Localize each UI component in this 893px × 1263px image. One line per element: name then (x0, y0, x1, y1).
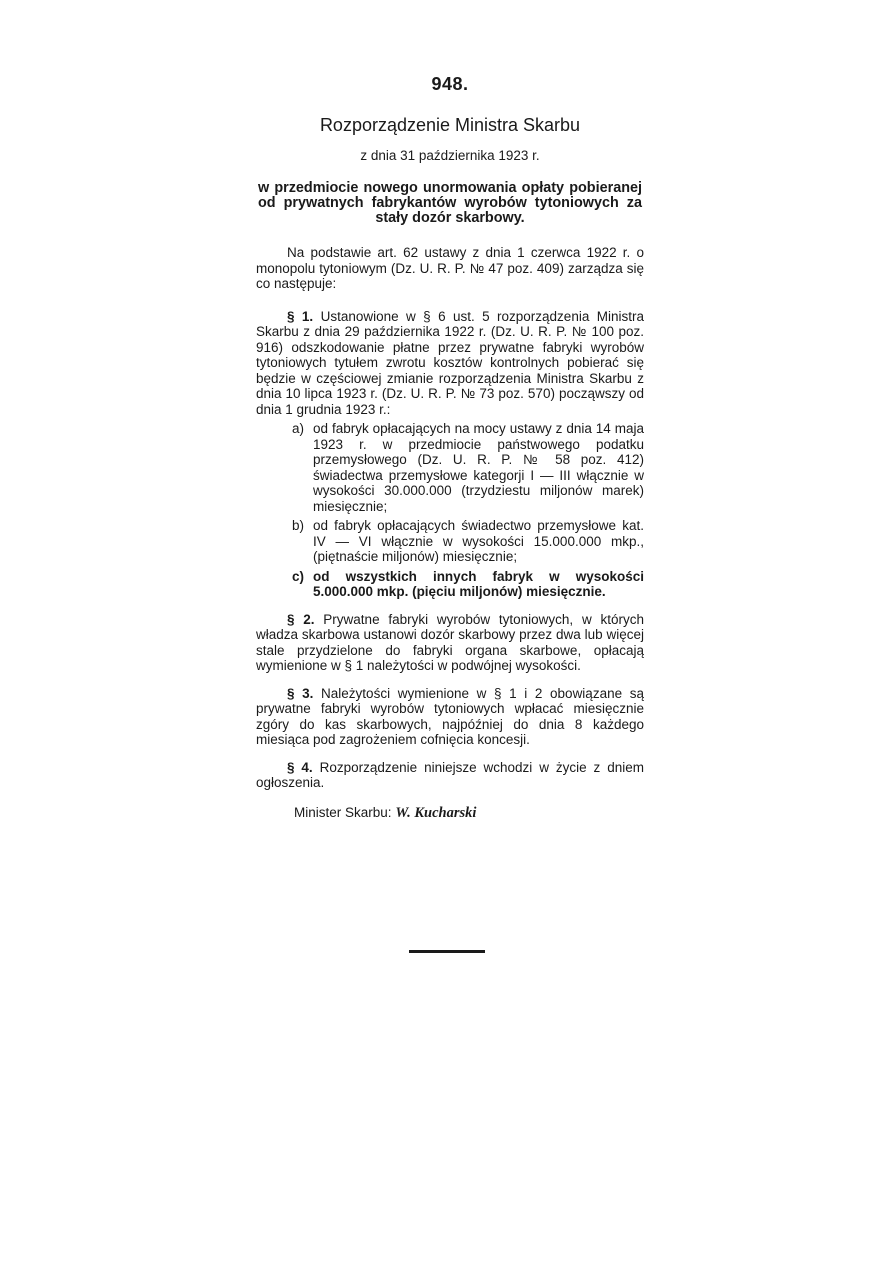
list-item-c-text: od wszystkich innych fabryk w wysokości 5.000.000 mkp. (pięciu miljonów) miesięcznie. (313, 568, 644, 599)
list-item-b-text: od fabryk opłacających świadectwo przemysłowe kat. IV — VI włącznie w wysokości 15.000.000 mkp., (piętnaście miljonów) miesięcznie; (313, 518, 644, 564)
section-2 (256, 612, 644, 674)
list-item-c (256, 569, 644, 600)
list-item-a (256, 421, 644, 514)
section-3-mark: § 3. (287, 685, 314, 701)
closing-rule (409, 950, 485, 953)
document-date: z dnia 31 października 1923 r. (360, 148, 540, 163)
section-2-mark: § 2. (287, 611, 315, 627)
list-item-a-marker: a) (292, 421, 305, 436)
section-1-mark: § 1. (287, 308, 314, 324)
document-title: Rozporządzenie Ministra Skarbu (319, 115, 581, 135)
list-item-a-text: od fabryk opłacających na mocy ustawy z dnia 14 maja 1923 r. w przedmiocie państwowego podatku przemysłowego (Dz. U. R. P. № 58 poz. 412) świadectwa przemysłowe kategorji I — III włącznie w wysokości 30.000.000 (trzydziestu miljonów marek) miesięcznie; (313, 421, 644, 514)
document-page (256, 60, 644, 822)
section-1-item-list (256, 421, 644, 600)
list-item-b-marker: b) (292, 518, 305, 533)
signature-name: W. Kucharski (395, 804, 477, 821)
page-number: 948. (431, 74, 469, 94)
list-item-c-marker: c) (292, 568, 305, 584)
document-subject: w przedmiocie nowego unormowania opłaty pobieranej od prywatnych fabrykantów wyrobów tytoniowych za stały dozór skarbowy. (258, 180, 642, 226)
section-3-text: Należytości wymienione w § 1 i 2 obowiązane są prywatne fabryki wyrobów tytoniowych wpłacać miesięcznie zgóry do kas skarbowych, najpóźniej do dnia 8 każdego miesiąca pod zagrożeniem cofnięcia koncesji. (256, 685, 644, 747)
signature-line (294, 805, 644, 822)
signature-label: Minister Skarbu: (294, 804, 392, 820)
section-2-text: Prywatne fabryki wyrobów tytoniowych, w których władza skarbowa ustanowi dozór skarbowy przez dwa lub więcej stale przydzielone do fabryki organa skarbowe, opłacają wymienione w § 1 należytości w podwójnej wysokości. (256, 611, 644, 673)
list-item-b (256, 518, 644, 565)
section-1 (256, 309, 644, 418)
section-4-mark: § 4. (287, 759, 313, 775)
section-1-text: Ustanowione w § 6 ust. 5 rozporządzenia Ministra Skarbu z dnia 29 października 1922 r. (Dz. U. R. P. № 100 poz. 916) odszkodowanie płatne przez prywatne fabryki wyrobów tytoniowych tytułem zwrotu kosztów kontrolnych pobierać się będzie w częściowej zmianie rozporządzenia Ministra Skarbu z dnia 10 lipca 1923 r. (Dz. U. R. P. № 73 poz. 570) począwszy od dnia 1 grudnia 1923 r.: (256, 308, 644, 417)
intro-paragraph: Na podstawie art. 62 ustawy z dnia 1 czerwca 1922 r. o monopolu tytoniowym (Dz. U. R. P. № 47 poz. 409) zarządza się co następuje: (256, 245, 644, 291)
section-4-text: Rozporządzenie niniejsze wchodzi w życie z dniem ogłoszenia. (256, 759, 644, 790)
section-4 (256, 760, 644, 791)
section-3 (256, 686, 644, 748)
